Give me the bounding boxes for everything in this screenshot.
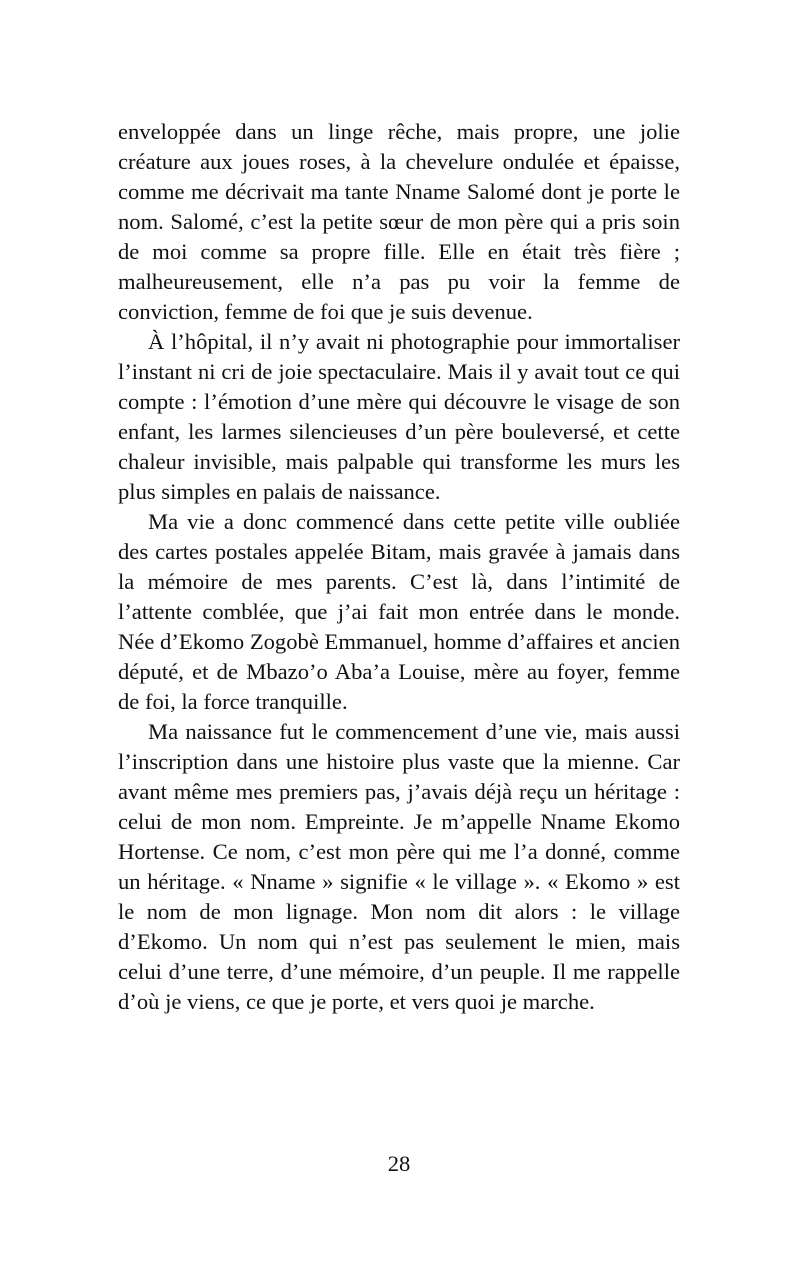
page-number: 28 — [387, 1151, 411, 1176]
page-body — [118, 117, 680, 1017]
paragraph-4: Ma naissance fut le commencement d’une vie, mais aussi l’inscription dans une histoire plus vaste que la mienne. Car avant même mes premiers pas, j’avais déjà reçu un héritage : celui de mon nom. Empreinte. Je m’appelle Nname Ekomo Hortense. Ce nom, c’est mon père qui me l’a donné, comme un héritage. « Nname » signifie « le village ». « Ekomo » est le nom de mon lignage. Mon nom dit alors : le village d’Ekomo. Un nom qui n’est pas seulement le mien, mais celui d’une terre, d’une mémoire, d’un peuple. Il me rappelle d’où je viens, ce que je porte, et vers quoi je marche. — [118, 719, 680, 1014]
paragraph-1: enveloppée dans un linge rêche, mais propre, une jolie créature aux joues roses, à la chevelure ondulée et épaisse, comme me décrivait ma tante Nname Salomé dont je porte le nom. Salomé, c’est la petite sœur de mon père qui a pris soin de moi comme sa propre fille. Elle en était très fière ; malheureusement, elle n’a pas pu voir la femme de conviction, femme de foi que je suis devenue. — [118, 119, 680, 324]
paragraph-2: À l’hôpital, il n’y avait ni photographie pour immortaliser l’instant ni cri de joie spectaculaire. Mais il y avait tout ce qui compte : l’émotion d’une mère qui découvre le visage de son enfant, les larmes silencieuses d’un père bouleversé, et cette chaleur invisible, mais palpable qui transforme les murs les plus simples en palais de naissance. — [118, 329, 680, 504]
paragraph-3: Ma vie a donc commencé dans cette petite ville oubliée des cartes postales appelée Bitam, mais gravée à jamais dans la mémoire de mes parents. C’est là, dans l’intimité de l’attente comblée, que j’ai fait mon entrée dans le monde. Née d’Ekomo Zogobè Emmanuel, homme d’affaires et ancien député, et de Mbazo’o Aba’a Louise, mère au foyer, femme de foi, la force tranquille. — [118, 509, 680, 714]
